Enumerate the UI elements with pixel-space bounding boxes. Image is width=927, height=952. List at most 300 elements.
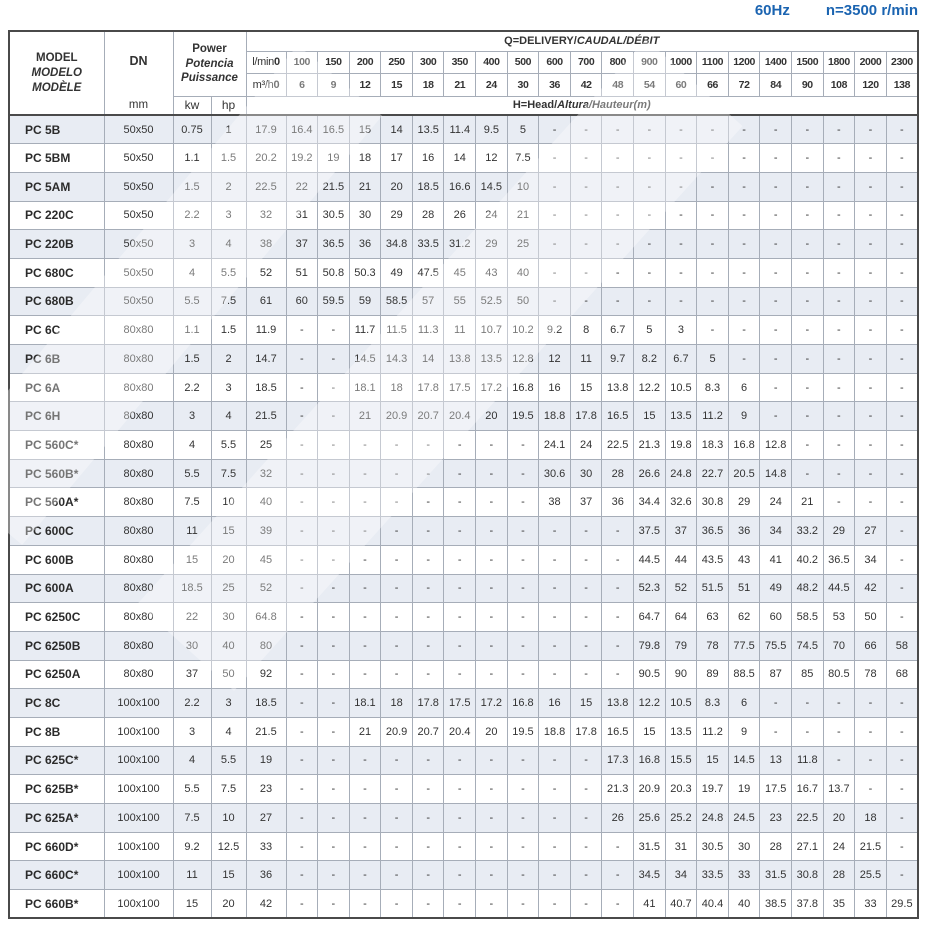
- kw-cell: 2.2: [173, 201, 211, 230]
- head-value-cell: 14.5: [728, 746, 760, 775]
- model-column-header: [9, 31, 104, 115]
- head-value-cell: -: [381, 459, 413, 488]
- head-value-cell: 43: [476, 258, 508, 287]
- head-value-cell: -: [886, 345, 918, 374]
- head-value-cell: -: [318, 431, 350, 460]
- head-value-cell: -: [886, 717, 918, 746]
- head-value-cell: -: [444, 832, 476, 861]
- head-value-cell: -: [886, 689, 918, 718]
- head-value-cell: 58: [886, 631, 918, 660]
- flow-m3h-42: 42: [570, 74, 602, 97]
- head-value-cell: -: [570, 775, 602, 804]
- head-value-cell: -: [412, 517, 444, 546]
- head-value-cell: 92: [246, 660, 286, 689]
- head-value-cell: -: [476, 804, 508, 833]
- head-value-cell: -: [760, 172, 792, 201]
- flow-lmin-2300: 2300: [886, 51, 918, 74]
- head-value-cell: 9.5: [476, 115, 508, 144]
- head-value-cell: 14: [444, 144, 476, 173]
- hp-cell: 4: [211, 402, 246, 431]
- head-value-cell: 9: [728, 717, 760, 746]
- head-value-cell: 28: [602, 459, 634, 488]
- head-value-cell: 8.2: [634, 345, 666, 374]
- head-value-cell: 34: [760, 517, 792, 546]
- head-value-cell: 60: [760, 603, 792, 632]
- kw-cell: 1.1: [173, 144, 211, 173]
- head-value-cell: 40.7: [665, 890, 697, 919]
- kw-cell: 22: [173, 603, 211, 632]
- head-value-cell: 58.5: [381, 287, 413, 316]
- head-value-cell: 40: [507, 258, 539, 287]
- head-value-cell: -: [602, 258, 634, 287]
- head-value-cell: 21.5: [318, 172, 350, 201]
- head-value-cell: -: [823, 201, 855, 230]
- head-value-cell: 33: [855, 890, 887, 919]
- head-value-cell: 10.2: [507, 316, 539, 345]
- head-value-cell: 36: [246, 861, 286, 890]
- table-row: [9, 717, 918, 746]
- head-value-cell: -: [476, 574, 508, 603]
- dn-cell: 80x80: [104, 603, 173, 632]
- head-value-cell: -: [381, 603, 413, 632]
- head-value-cell: 74.5: [792, 631, 824, 660]
- head-value-cell: -: [855, 258, 887, 287]
- kw-cell: 5.5: [173, 459, 211, 488]
- head-value-cell: -: [286, 746, 318, 775]
- flow-m3h-9: 9: [318, 74, 350, 97]
- head-value-cell: -: [349, 746, 381, 775]
- head-value-cell: 20.5: [728, 459, 760, 488]
- head-value-cell: -: [760, 345, 792, 374]
- head-value-cell: -: [602, 832, 634, 861]
- head-value-cell: 17.8: [570, 717, 602, 746]
- head-value-cell: -: [476, 775, 508, 804]
- head-value-cell: -: [318, 345, 350, 374]
- table-row: [9, 459, 918, 488]
- head-value-cell: -: [570, 230, 602, 259]
- flow-lmin-1400: 1400: [760, 51, 792, 74]
- hp-cell: 30: [211, 603, 246, 632]
- head-value-cell: -: [602, 172, 634, 201]
- hp-cell: 50: [211, 660, 246, 689]
- hp-cell: 2: [211, 172, 246, 201]
- model-cell: PC 560B*: [9, 459, 104, 488]
- head-value-cell: -: [886, 402, 918, 431]
- kw-cell: 5.5: [173, 775, 211, 804]
- table-body: [9, 115, 918, 918]
- head-value-cell: -: [886, 746, 918, 775]
- head-value-cell: 16: [539, 373, 571, 402]
- head-value-cell: -: [318, 804, 350, 833]
- head-value-cell: 16.4: [286, 115, 318, 144]
- head-value-cell: 17: [381, 144, 413, 173]
- head-value-cell: 78: [855, 660, 887, 689]
- head-value-cell: -: [855, 488, 887, 517]
- model-cell: PC 6B: [9, 345, 104, 374]
- head-value-cell: 25.2: [665, 804, 697, 833]
- flow-lmin-350: 350: [444, 51, 476, 74]
- head-value-cell: 16.5: [318, 115, 350, 144]
- head-value-cell: 18: [381, 373, 413, 402]
- model-cell: PC 680B: [9, 287, 104, 316]
- model-cell: PC 6250C: [9, 603, 104, 632]
- kw-label: kw: [173, 96, 211, 115]
- head-value-cell: -: [602, 631, 634, 660]
- head-value-cell: 29: [476, 230, 508, 259]
- head-value-cell: -: [665, 230, 697, 259]
- head-value-cell: 25: [507, 230, 539, 259]
- head-value-cell: 6.7: [602, 316, 634, 345]
- flow-m3h-12: 12: [349, 74, 381, 97]
- model-cell: PC 680C: [9, 258, 104, 287]
- head-value-cell: -: [823, 459, 855, 488]
- flow-m3h-30: 30: [507, 74, 539, 97]
- head-value-cell: 36: [349, 230, 381, 259]
- head-value-cell: -: [792, 172, 824, 201]
- head-value-cell: 49: [760, 574, 792, 603]
- head-value-cell: -: [507, 431, 539, 460]
- head-value-cell: -: [855, 431, 887, 460]
- head-value-cell: -: [823, 230, 855, 259]
- head-value-cell: -: [476, 631, 508, 660]
- head-value-cell: -: [792, 717, 824, 746]
- head-value-cell: 43.5: [697, 545, 729, 574]
- head-value-cell: -: [318, 746, 350, 775]
- head-value-cell: 34: [855, 545, 887, 574]
- lmin-zero-header: l/min0: [246, 51, 286, 74]
- head-value-cell: 18: [381, 689, 413, 718]
- head-value-cell: -: [634, 230, 666, 259]
- table-row: [9, 603, 918, 632]
- head-value-cell: -: [412, 431, 444, 460]
- head-value-cell: -: [792, 373, 824, 402]
- head-value-cell: -: [286, 890, 318, 919]
- model-cell: PC 625B*: [9, 775, 104, 804]
- head-value-cell: 24.5: [728, 804, 760, 833]
- head-value-cell: 15: [349, 115, 381, 144]
- dn-cell: 50x50: [104, 201, 173, 230]
- head-value-cell: 13.5: [665, 717, 697, 746]
- head-value-cell: -: [507, 832, 539, 861]
- head-value-cell: 19: [246, 746, 286, 775]
- model-cell: PC 600C: [9, 517, 104, 546]
- head-value-cell: -: [381, 660, 413, 689]
- head-value-cell: 28: [412, 201, 444, 230]
- kw-cell: 9.2: [173, 832, 211, 861]
- head-value-cell: 5: [697, 345, 729, 374]
- head-value-cell: 8: [570, 316, 602, 345]
- head-value-cell: -: [728, 201, 760, 230]
- head-value-cell: 44.5: [823, 574, 855, 603]
- head-value-cell: -: [539, 144, 571, 173]
- flow-lmin-1500: 1500: [792, 51, 824, 74]
- kw-cell: 4: [173, 258, 211, 287]
- hp-cell: 20: [211, 890, 246, 919]
- head-value-cell: 36.5: [318, 230, 350, 259]
- head-value-cell: -: [823, 717, 855, 746]
- head-value-cell: 61: [246, 287, 286, 316]
- head-value-cell: -: [760, 689, 792, 718]
- head-value-cell: -: [570, 631, 602, 660]
- head-value-cell: -: [886, 459, 918, 488]
- head-value-cell: -: [602, 861, 634, 890]
- model-cell: PC 600B: [9, 545, 104, 574]
- head-value-cell: 63: [697, 603, 729, 632]
- head-value-cell: 24.1: [539, 431, 571, 460]
- head-value-cell: -: [412, 574, 444, 603]
- head-value-cell: -: [602, 660, 634, 689]
- head-value-cell: 30.6: [539, 459, 571, 488]
- head-value-cell: -: [539, 517, 571, 546]
- hp-cell: 10: [211, 804, 246, 833]
- head-value-cell: 55: [444, 287, 476, 316]
- head-value-cell: -: [570, 832, 602, 861]
- head-value-cell: -: [886, 574, 918, 603]
- dn-cell: 80x80: [104, 402, 173, 431]
- head-value-cell: 25.6: [634, 804, 666, 833]
- head-value-cell: -: [476, 459, 508, 488]
- head-value-cell: 26: [602, 804, 634, 833]
- head-value-cell: 17.5: [444, 373, 476, 402]
- flow-m3h-54: 54: [634, 74, 666, 97]
- head-value-cell: 18.1: [349, 373, 381, 402]
- flow-lmin-800: 800: [602, 51, 634, 74]
- head-value-cell: -: [697, 316, 729, 345]
- head-value-cell: -: [444, 890, 476, 919]
- head-value-cell: -: [286, 545, 318, 574]
- head-value-cell: -: [349, 459, 381, 488]
- head-value-cell: -: [886, 861, 918, 890]
- head-value-cell: -: [760, 316, 792, 345]
- flow-lmin-1000: 1000: [665, 51, 697, 74]
- head-value-cell: -: [539, 804, 571, 833]
- head-value-cell: -: [286, 574, 318, 603]
- head-value-cell: -: [792, 230, 824, 259]
- head-value-cell: 64: [665, 603, 697, 632]
- head-value-cell: -: [570, 603, 602, 632]
- head-value-cell: 52.5: [476, 287, 508, 316]
- head-value-cell: -: [570, 861, 602, 890]
- head-value-cell: 23: [246, 775, 286, 804]
- head-value-cell: 29: [728, 488, 760, 517]
- head-value-cell: 40.2: [792, 545, 824, 574]
- head-value-cell: 17.8: [412, 373, 444, 402]
- dn-cell: 80x80: [104, 660, 173, 689]
- head-value-cell: 20.2: [246, 144, 286, 173]
- head-value-cell: 13.8: [602, 373, 634, 402]
- hp-cell: 12.5: [211, 832, 246, 861]
- head-value-cell: -: [349, 660, 381, 689]
- table-row: [9, 316, 918, 345]
- head-value-cell: -: [570, 890, 602, 919]
- head-value-cell: -: [286, 717, 318, 746]
- head-value-cell: 78: [697, 631, 729, 660]
- head-value-cell: -: [539, 890, 571, 919]
- table-row: [9, 689, 918, 718]
- head-value-cell: -: [444, 574, 476, 603]
- head-value-cell: -: [412, 890, 444, 919]
- head-value-cell: 19.7: [697, 775, 729, 804]
- flow-lmin-1200: 1200: [728, 51, 760, 74]
- head-value-cell: -: [444, 488, 476, 517]
- head-value-cell: 11: [444, 316, 476, 345]
- head-value-cell: 13.7: [823, 775, 855, 804]
- head-value-cell: -: [539, 603, 571, 632]
- head-value-cell: -: [539, 832, 571, 861]
- kw-cell: 1.1: [173, 316, 211, 345]
- model-cell: PC 8B: [9, 717, 104, 746]
- flow-m3h-21: 21: [444, 74, 476, 97]
- head-value-cell: -: [444, 545, 476, 574]
- flow-lmin-300: 300: [412, 51, 444, 74]
- dn-cell: 100x100: [104, 717, 173, 746]
- head-value-cell: 17.9: [246, 115, 286, 144]
- dn-label: DN: [129, 54, 148, 68]
- head-value-cell: 79.8: [634, 631, 666, 660]
- head-value-cell: 12.2: [634, 689, 666, 718]
- dn-cell: 50x50: [104, 287, 173, 316]
- head-value-cell: 32: [246, 201, 286, 230]
- dn-cell: 80x80: [104, 545, 173, 574]
- model-label-fr: MODÈLE: [32, 81, 82, 94]
- head-value-cell: 50.8: [318, 258, 350, 287]
- head-value-cell: 14.3: [381, 345, 413, 374]
- dn-cell: 50x50: [104, 115, 173, 144]
- head-value-cell: -: [286, 488, 318, 517]
- dn-cell: 100x100: [104, 775, 173, 804]
- head-value-cell: -: [760, 402, 792, 431]
- head-value-cell: -: [286, 316, 318, 345]
- head-value-cell: 77.5: [728, 631, 760, 660]
- head-value-cell: 15.5: [665, 746, 697, 775]
- head-value-cell: -: [412, 459, 444, 488]
- head-value-cell: -: [697, 230, 729, 259]
- head-value-cell: 31.5: [760, 861, 792, 890]
- head-value-cell: -: [855, 775, 887, 804]
- head-value-cell: -: [760, 230, 792, 259]
- table-row: [9, 746, 918, 775]
- head-value-cell: 17.5: [760, 775, 792, 804]
- head-value-cell: 20.9: [381, 717, 413, 746]
- head-value-cell: -: [665, 201, 697, 230]
- head-value-cell: -: [570, 574, 602, 603]
- head-value-cell: 17.2: [476, 373, 508, 402]
- head-value-cell: -: [412, 603, 444, 632]
- head-value-cell: 24.8: [697, 804, 729, 833]
- head-value-cell: -: [476, 488, 508, 517]
- hp-cell: 40: [211, 631, 246, 660]
- head-value-cell: -: [318, 603, 350, 632]
- head-value-cell: -: [318, 832, 350, 861]
- head-value-cell: 60: [286, 287, 318, 316]
- head-value-cell: -: [886, 287, 918, 316]
- head-value-cell: -: [855, 172, 887, 201]
- head-value-cell: 87: [760, 660, 792, 689]
- model-cell: PC 660C*: [9, 861, 104, 890]
- head-value-cell: 10.5: [665, 689, 697, 718]
- dn-cell: 80x80: [104, 373, 173, 402]
- head-value-cell: -: [412, 545, 444, 574]
- head-value-cell: -: [886, 373, 918, 402]
- head-value-cell: 21.5: [246, 402, 286, 431]
- hp-cell: 20: [211, 545, 246, 574]
- head-value-cell: -: [507, 631, 539, 660]
- head-value-cell: 66: [855, 631, 887, 660]
- head-value-cell: 68: [886, 660, 918, 689]
- head-value-cell: 51: [286, 258, 318, 287]
- head-value-cell: 21: [349, 402, 381, 431]
- head-value-cell: 59.5: [318, 287, 350, 316]
- kw-cell: 5.5: [173, 287, 211, 316]
- flow-lmin-600: 600: [539, 51, 571, 74]
- head-value-cell: 42: [246, 890, 286, 919]
- head-value-cell: -: [886, 172, 918, 201]
- head-value-cell: 37: [665, 517, 697, 546]
- head-value-cell: -: [444, 775, 476, 804]
- head-value-cell: -: [318, 545, 350, 574]
- head-value-cell: -: [318, 316, 350, 345]
- head-value-cell: 16.8: [634, 746, 666, 775]
- head-value-cell: 33.2: [792, 517, 824, 546]
- head-value-cell: 45: [246, 545, 286, 574]
- head-value-cell: -: [318, 402, 350, 431]
- head-value-cell: 16.7: [792, 775, 824, 804]
- head-value-cell: -: [539, 746, 571, 775]
- flow-lmin-2000: 2000: [855, 51, 887, 74]
- model-cell: PC 600A: [9, 574, 104, 603]
- head-value-cell: 22.5: [602, 431, 634, 460]
- head-value-cell: 13.5: [665, 402, 697, 431]
- head-value-cell: 10.7: [476, 316, 508, 345]
- table-row: [9, 660, 918, 689]
- head-value-cell: 34: [665, 861, 697, 890]
- head-value-cell: -: [476, 431, 508, 460]
- head-value-cell: -: [760, 115, 792, 144]
- head-value-cell: 27.1: [792, 832, 824, 861]
- head-value-cell: -: [318, 660, 350, 689]
- head-value-cell: -: [476, 545, 508, 574]
- head-value-cell: -: [286, 603, 318, 632]
- head-value-cell: 30.8: [792, 861, 824, 890]
- head-value-cell: 43: [728, 545, 760, 574]
- head-value-cell: -: [855, 201, 887, 230]
- head-value-cell: -: [476, 660, 508, 689]
- table-row: [9, 431, 918, 460]
- head-value-cell: -: [412, 804, 444, 833]
- head-value-cell: -: [381, 832, 413, 861]
- head-value-cell: -: [444, 660, 476, 689]
- head-value-cell: 37.8: [792, 890, 824, 919]
- head-value-cell: 26: [444, 201, 476, 230]
- head-value-cell: 34.8: [381, 230, 413, 259]
- head-value-cell: -: [476, 746, 508, 775]
- head-value-cell: -: [697, 172, 729, 201]
- head-value-cell: -: [792, 459, 824, 488]
- head-value-cell: -: [349, 603, 381, 632]
- head-value-cell: -: [507, 517, 539, 546]
- head-value-cell: -: [823, 144, 855, 173]
- head-value-cell: 21.3: [634, 431, 666, 460]
- flow-m3h-66: 66: [697, 74, 729, 97]
- head-value-cell: 16.8: [507, 373, 539, 402]
- dn-cell: 100x100: [104, 890, 173, 919]
- flow-lmin-700: 700: [570, 51, 602, 74]
- table-header: [9, 31, 918, 115]
- head-value-cell: 6: [728, 689, 760, 718]
- head-value-cell: 31: [286, 201, 318, 230]
- head-value-cell: -: [570, 172, 602, 201]
- head-value-cell: 40: [728, 890, 760, 919]
